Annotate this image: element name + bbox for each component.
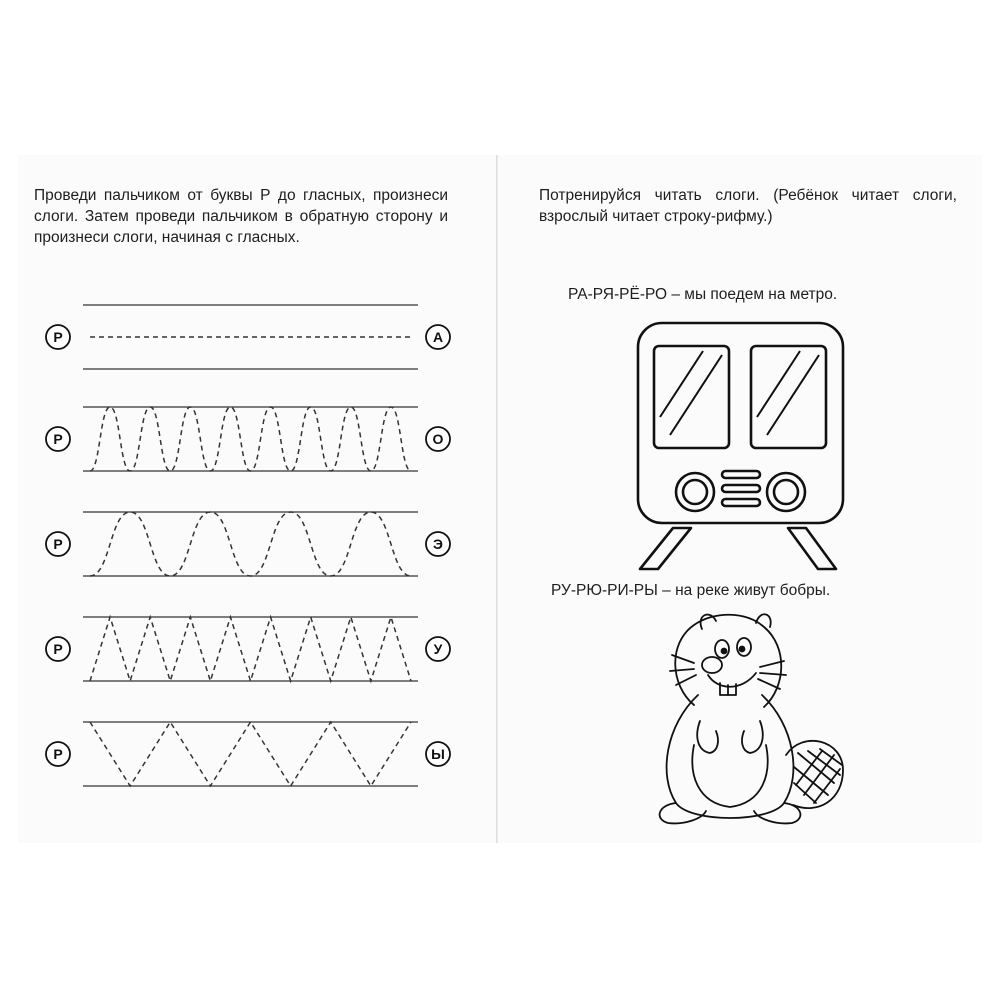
letter-circle-end-row-5 bbox=[426, 742, 450, 766]
letter-circle-start-row-5 bbox=[46, 742, 70, 766]
tracing-path-row-2 bbox=[90, 407, 411, 471]
row-letter-start: Р bbox=[53, 746, 63, 762]
row-letter-start: Р bbox=[53, 641, 63, 657]
book-spread bbox=[18, 155, 982, 843]
row-letter-start: Р bbox=[53, 431, 63, 447]
left-page bbox=[18, 155, 496, 843]
tracing-path-row-4 bbox=[90, 617, 411, 681]
rhyme-metro: РА-РЯ-РЁ-РО – мы поедем на метро. bbox=[568, 286, 838, 303]
letter-circle-start-row-2 bbox=[46, 427, 70, 451]
rhyme-beavers: РУ-РЮ-РИ-РЫ – на реке живут бобры. bbox=[551, 582, 831, 599]
letter-circle-end-row-2 bbox=[426, 427, 450, 451]
beaver-illustration bbox=[498, 155, 982, 843]
tracing-path-row-3 bbox=[90, 512, 411, 576]
row-letter-end: Ы bbox=[431, 746, 445, 762]
letter-circle-end-row-3 bbox=[426, 532, 450, 556]
row-letter-end: А bbox=[432, 329, 444, 345]
letter-circle-end-row-4 bbox=[426, 637, 450, 661]
letter-circle-start-row-3 bbox=[46, 532, 70, 556]
row-letter-end: Э bbox=[433, 536, 443, 552]
row-letter-end: У bbox=[433, 641, 443, 657]
tracing-path-row-5 bbox=[90, 722, 411, 786]
row-letter-start: Р bbox=[53, 536, 63, 552]
right-page bbox=[498, 155, 982, 843]
letter-circle-start-row-4 bbox=[46, 637, 70, 661]
tracing-exercises bbox=[18, 155, 496, 843]
row-letter-end: О bbox=[432, 431, 444, 447]
letter-circle-start-row-1 bbox=[46, 325, 70, 349]
right-page-instruction: Потренируйся читать слоги. (Ребёнок читает слоги, взрослый читает строку-рифму.) bbox=[539, 187, 957, 225]
row-letter-start: Р bbox=[53, 329, 63, 345]
letter-circle-end-row-1 bbox=[426, 325, 450, 349]
left-page-instruction: Проведи пальчиком от буквы Р до гласных, произнеси слоги. Затем проведи пальчиком в обратную сторону и произнеси слоги, начиная с гласных. bbox=[34, 187, 448, 246]
